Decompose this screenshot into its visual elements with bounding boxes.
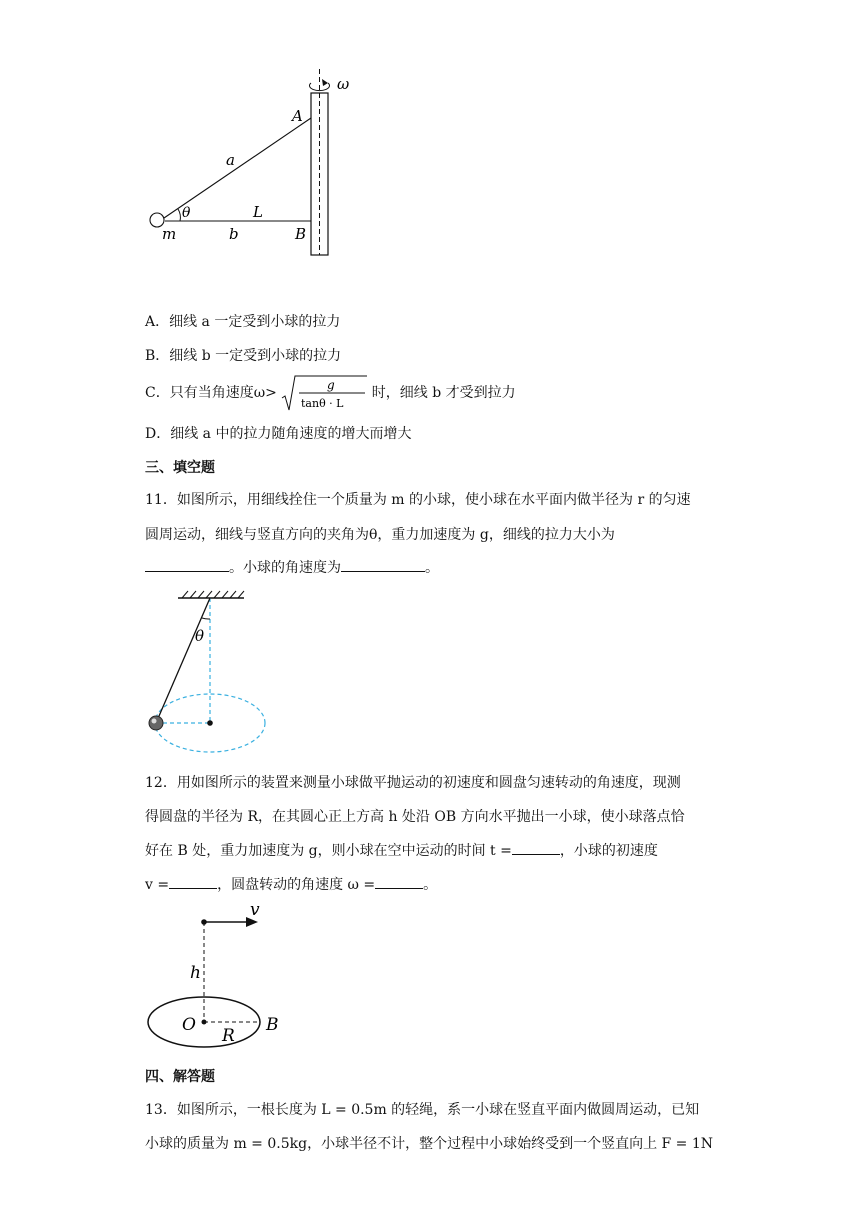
q12-line-2: 得圆盘的半径为 R，在其圆心正上方高 h 处沿 OB 方向水平抛出一小球，使小球落点恰: [145, 809, 685, 825]
figure-projectile-disc: [140, 898, 300, 1048]
q12-line-4-b: ，圆盘转动的角速度 ω =: [217, 877, 376, 893]
option-a: A．细线 a 一定受到小球的拉力: [145, 314, 341, 330]
q11-line-2: 圆周运动，细线与竖直方向的夹角为θ，重力加速度为 g，细线的拉力大小为: [145, 527, 615, 543]
option-b: B．细线 b 一定受到小球的拉力: [145, 348, 342, 364]
label-a: a: [226, 151, 235, 169]
q11-line-3-end: 。: [425, 560, 439, 576]
q12-line-3-b: ，小球的初速度: [559, 843, 658, 859]
sqrt-numerator: g: [327, 378, 335, 392]
label-h: h: [190, 963, 201, 983]
figure-rotating-rod: [140, 65, 380, 265]
q12-line-4: [145, 874, 437, 894]
figure-conical-pendulum: [140, 588, 280, 753]
option-d: D．细线 a 中的拉力随角速度的增大而增大: [145, 426, 412, 442]
label-B-disc: B: [266, 1015, 279, 1035]
q11-blank-tension[interactable]: [145, 557, 229, 572]
q12-line-3: [145, 840, 658, 860]
q12-blank-time[interactable]: [512, 840, 560, 855]
q12-blank-velocity[interactable]: [169, 874, 217, 889]
q12-line-4-c: 。: [423, 877, 438, 893]
q12-line-3-a: 好在 B 处，重力加速度为 g，则小球在空中运动的时间 t =: [145, 843, 512, 859]
section-title-answer: 四、解答题: [145, 1069, 215, 1085]
q13-line-1: 13．如图所示，一根长度为 L = 0.5m 的轻绳，系一小球在竖直平面内做圆周运动，已知: [145, 1102, 700, 1118]
label-m: m: [162, 225, 177, 243]
label-O: O: [182, 1015, 196, 1035]
label-b: b: [229, 225, 239, 243]
q12-line-4-a: v =: [145, 877, 170, 893]
sqrt-denominator: tanθ · L: [301, 397, 344, 410]
q12-line-1: 12．用如图所示的装置来测量小球做平抛运动的初速度和圆盘匀速转动的角速度，现测: [145, 775, 681, 791]
q11-blank-omega[interactable]: [341, 557, 425, 572]
q13-line-2: 小球的质量为 m = 0.5kg，小球半径不计，整个过程中小球始终受到一个竖直向上 F = 1N: [145, 1136, 714, 1152]
label-A: A: [292, 107, 303, 125]
q11-line-3: [145, 557, 439, 577]
q12-blank-omega[interactable]: [375, 874, 423, 889]
section-title-fill-in: 三、填空题: [145, 460, 215, 476]
option-c: [145, 374, 516, 412]
sqrt-expression: [281, 374, 367, 412]
q11-line-3-mid: 。小球的角速度为: [229, 560, 341, 576]
q11-line-1: 11．如图所示，用细线拴住一个质量为 m 的小球，使小球在水平面内做半径为 r 的匀速: [145, 492, 691, 508]
label-theta: θ: [182, 205, 191, 221]
label-L: L: [253, 203, 263, 221]
label-v: v: [250, 900, 260, 920]
option-c-prefix: C．只有当角速度ω>: [145, 385, 277, 401]
label-omega: ω: [337, 75, 350, 93]
label-R: R: [222, 1026, 235, 1046]
option-c-suffix: 时，细线 b 才受到拉力: [371, 385, 516, 401]
label-B: B: [295, 225, 307, 243]
label-theta-2: θ: [195, 627, 205, 645]
